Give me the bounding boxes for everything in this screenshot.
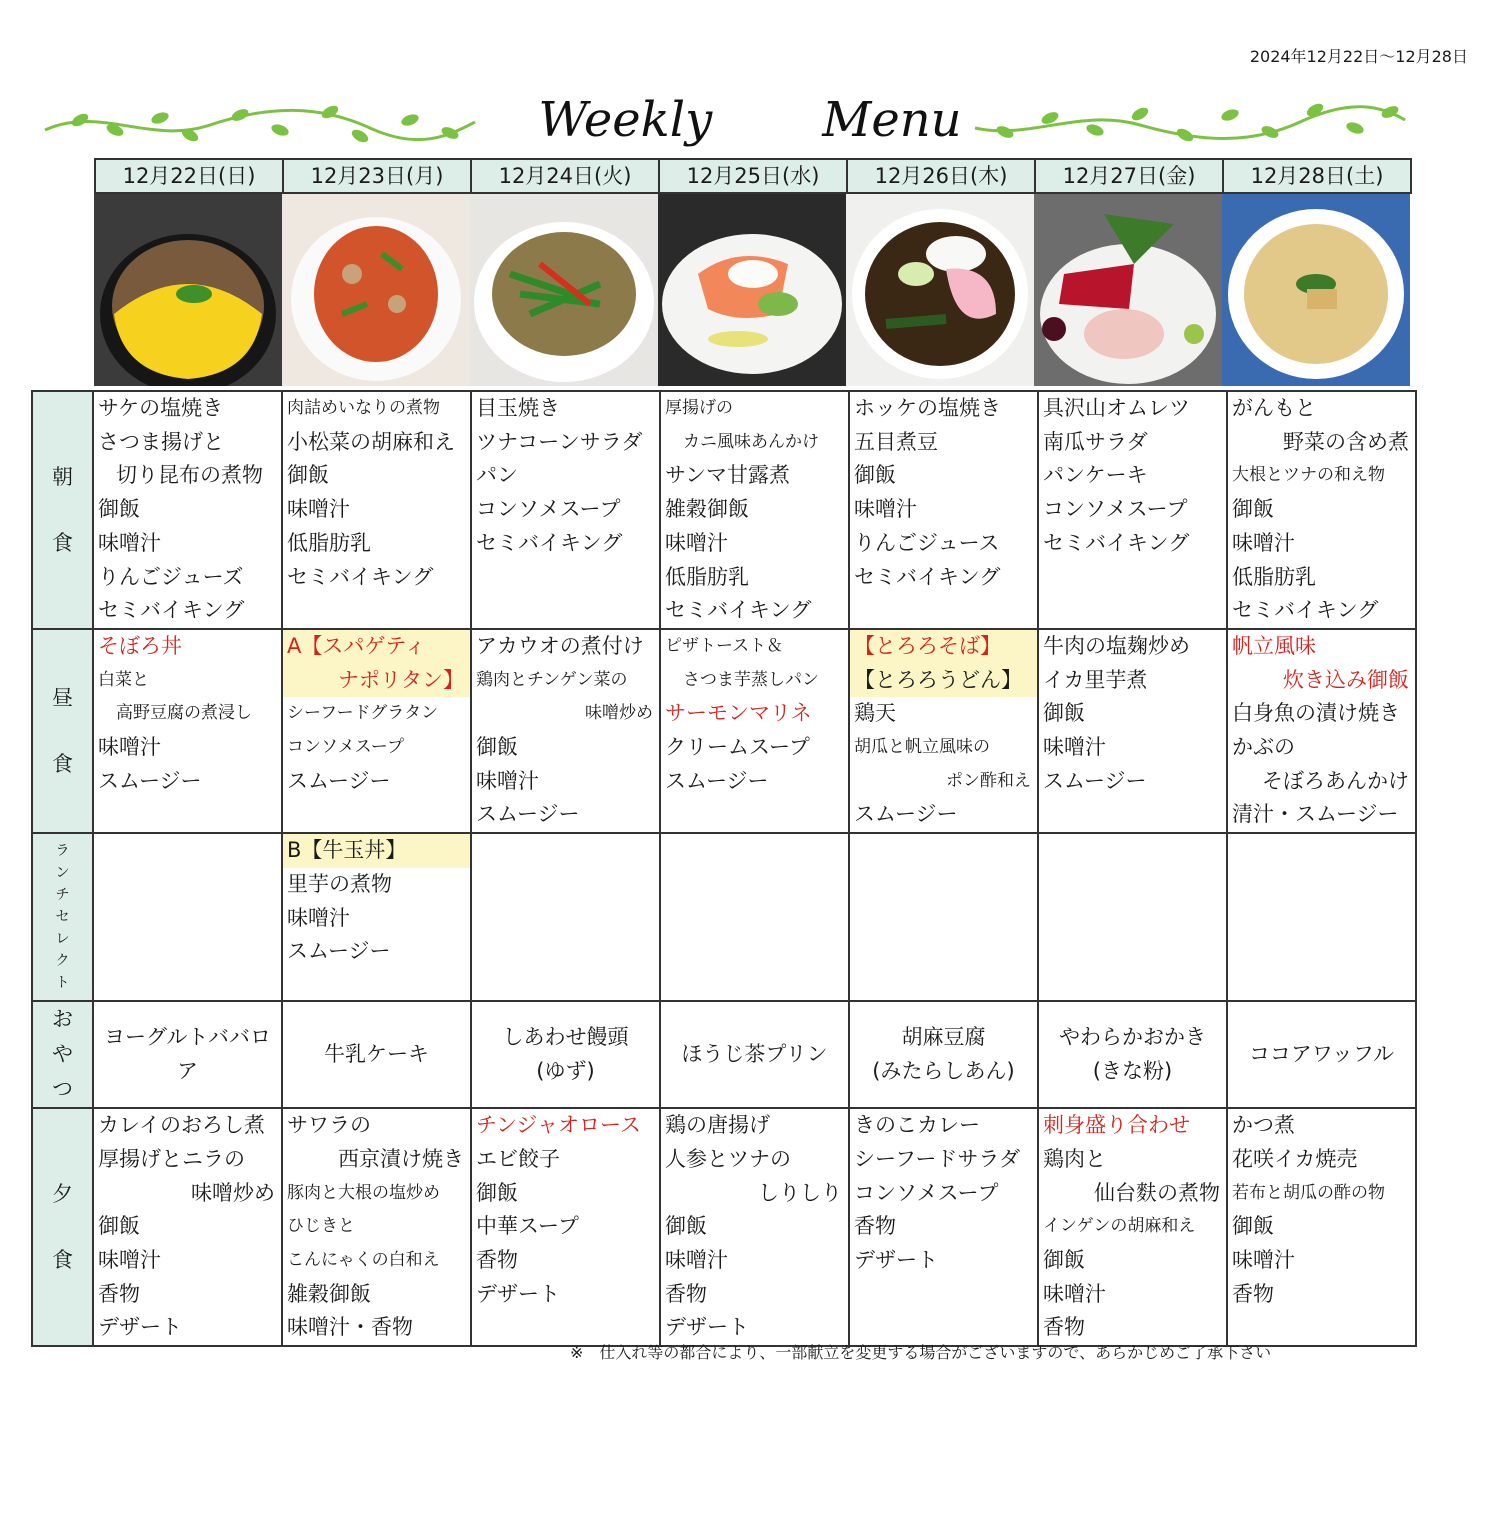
menu-item: デザート	[98, 1315, 182, 1340]
lunch-select-cell	[660, 833, 849, 1001]
food-photo-row	[94, 194, 1410, 386]
menu-item: カレイのおろし煮	[98, 1113, 265, 1138]
snack-cell	[660, 1001, 849, 1108]
day-header: 12月28日(土)	[1222, 158, 1412, 194]
menu-item: さつま揚げと	[98, 429, 224, 454]
menu-item: サーモンマリネ	[665, 701, 812, 726]
snack-cell	[1038, 1001, 1227, 1108]
menu-item: 御飯	[665, 1214, 707, 1239]
menu-item: 味噌汁	[98, 735, 161, 760]
menu-item: セミバイキング	[1232, 598, 1379, 623]
menu-item: スムージー	[287, 768, 391, 793]
breakfast-cell	[849, 391, 1038, 629]
menu-item: こんにゃくの白和え	[287, 1249, 440, 1270]
dinner-row	[32, 1108, 1416, 1346]
lunch-row	[32, 629, 1416, 833]
menu-item: クリームスープ	[665, 735, 810, 760]
menu-item: エビ餃子	[476, 1146, 560, 1171]
food-photo-soboro-don	[94, 194, 282, 386]
menu-item: 高野豆腐の煮浸し	[116, 703, 252, 724]
label-char: 食	[52, 752, 73, 777]
menu-item: 清汁・スムージー	[1232, 802, 1399, 827]
menu-item: 味噌汁	[1043, 1281, 1106, 1306]
menu-item: 鶏の唐揚げ	[665, 1113, 770, 1138]
menu-item: 低脂肪乳	[287, 530, 371, 555]
lunch-select-cell	[1227, 833, 1416, 1001]
menu-item: シーフードサラダ	[854, 1146, 1021, 1171]
menu-item: スムージー	[1043, 768, 1147, 793]
title-word-weekly: Weekly	[538, 92, 713, 148]
menu-item: がんもと	[1232, 396, 1316, 420]
snack-item: (ゆず)	[536, 1058, 595, 1083]
snack-item: ほうじ茶プリン	[681, 1041, 828, 1066]
label-char: レ	[55, 931, 70, 948]
menu-item: 香物	[1232, 1281, 1274, 1306]
menu-item: 雑穀御飯	[665, 497, 749, 522]
menu-item: 【とろろうどん】	[854, 667, 1022, 692]
menu-item: 味噌汁	[476, 768, 539, 793]
menu-item: 野菜の含め煮	[1283, 429, 1409, 454]
menu-item: ツナコーンサラダ	[476, 429, 643, 454]
menu-item: 味噌炒め	[585, 703, 653, 724]
dinner-cell	[471, 1108, 660, 1346]
menu-item: 白菜と	[98, 669, 149, 690]
menu-item: そぼろあんかけ	[1262, 768, 1409, 793]
menu-item: 味噌汁	[98, 530, 161, 555]
dinner-cell	[282, 1108, 471, 1346]
menu-item: 味噌汁	[1232, 530, 1295, 555]
menu-item: 味噌汁	[287, 905, 350, 930]
menu-item: アカウオの煮付け	[476, 633, 644, 658]
menu-item: 里芋の煮物	[287, 871, 392, 896]
lunch-cell	[1038, 629, 1227, 833]
menu-item: さつま芋蒸しパン	[683, 669, 819, 690]
menu-item: コンソメスープ	[287, 737, 404, 758]
row-label-breakfast	[32, 391, 93, 629]
lunch-cell	[849, 629, 1038, 833]
menu-item: 具沢山オムレツ	[1043, 396, 1190, 420]
food-photo-tororo-soba	[846, 194, 1034, 386]
menu-item: コンソメスープ	[1043, 497, 1188, 522]
snack-item: やわらかおかき	[1059, 1024, 1206, 1049]
menu-item: 鶏天	[854, 701, 896, 726]
day-header: 12月26日(木)	[846, 158, 1036, 194]
menu-item: 五目煮豆	[854, 429, 938, 454]
snack-cell	[282, 1001, 471, 1108]
menu-item: 肉詰めいなりの煮物	[287, 398, 440, 418]
menu-item: 鶏肉とチンゲン菜の	[476, 669, 628, 690]
menu-item: 御飯	[1232, 497, 1274, 522]
menu-item: コンソメスープ	[476, 497, 621, 522]
snack-cell	[93, 1001, 282, 1108]
menu-item: 御飯	[1043, 1247, 1085, 1272]
day-header: 12月22日(日)	[94, 158, 284, 194]
menu-item: 炊き込み御飯	[1283, 667, 1409, 692]
breakfast-cell	[1038, 391, 1227, 629]
menu-item: 味噌汁	[854, 497, 917, 522]
menu-item: 味噌汁	[98, 1247, 161, 1272]
menu-item: 南瓜サラダ	[1043, 429, 1148, 454]
dinner-cell	[849, 1108, 1038, 1346]
lunch-cell	[93, 629, 282, 833]
menu-item: 【とろろそば】	[854, 633, 1001, 658]
day-header: 12月27日(金)	[1034, 158, 1224, 194]
menu-item: 御飯	[98, 497, 140, 522]
menu-item: しりしり	[758, 1180, 842, 1205]
snack-item: 牛乳ケーキ	[324, 1041, 429, 1066]
row-label-lunch-select	[32, 833, 93, 1001]
label-char: 食	[52, 1248, 73, 1273]
weekly-menu-table	[31, 390, 1417, 1347]
menu-item: 低脂肪乳	[665, 564, 749, 589]
breakfast-cell	[471, 391, 660, 629]
menu-item: 小松菜の胡麻和え	[287, 429, 455, 454]
menu-item: 刺身盛り合わせ	[1043, 1113, 1190, 1138]
label-char: 昼	[52, 686, 73, 711]
label-char: や	[52, 1042, 73, 1067]
menu-item: スムージー	[665, 768, 769, 793]
menu-item: 胡瓜と帆立風味の	[854, 737, 990, 758]
lunch-cell	[282, 629, 471, 833]
breakfast-cell	[1227, 391, 1416, 629]
menu-item: サワラの	[287, 1113, 371, 1138]
snack-cell	[1227, 1001, 1416, 1108]
day-header: 12月25日(水)	[658, 158, 848, 194]
label-char: ラ	[55, 843, 70, 860]
menu-item: 味噌汁	[665, 1247, 728, 1272]
menu-item: セミバイキング	[476, 530, 623, 555]
label-char: 朝	[52, 464, 73, 489]
menu-item: 大根とツナの和え物	[1232, 465, 1385, 486]
menu-item: ピザトースト＆	[665, 635, 784, 656]
label-char: 夕	[52, 1182, 73, 1207]
dinner-cell	[93, 1108, 282, 1346]
food-photo-salmon-marinade	[658, 194, 846, 386]
menu-item: カニ風味あんかけ	[683, 431, 819, 452]
menu-item: セミバイキング	[665, 598, 812, 623]
row-label-snack	[32, 1001, 93, 1108]
lunch-cell	[660, 629, 849, 833]
breakfast-row	[32, 391, 1416, 629]
menu-item: スムージー	[98, 768, 202, 793]
food-photo-napolitan	[282, 194, 470, 386]
menu-item: かぶの	[1232, 735, 1295, 760]
lunch-select-cell	[93, 833, 282, 1001]
menu-item: ナポリタン】	[338, 667, 464, 692]
disclaimer-note: ※ 仕入れ等の都合により、一部献立を変更する場合がございますので、あらかじめご了承下さい	[570, 1343, 1272, 1362]
menu-item: 御飯	[1232, 1214, 1274, 1239]
menu-item: 御飯	[1043, 701, 1085, 726]
label-char: つ	[52, 1077, 73, 1102]
date-range: 2024年12月22日～12月28日	[1249, 47, 1468, 66]
lunch-special-highlight	[850, 630, 1037, 697]
menu-item: 仙台麩の煮物	[1094, 1180, 1220, 1205]
menu-item: きのこカレー	[854, 1113, 980, 1138]
lunch-select-cell	[1038, 833, 1227, 1001]
menu-item: 牛肉の塩麹炒め	[1043, 633, 1190, 658]
row-label-dinner	[32, 1108, 93, 1346]
lunch-select-cell	[471, 833, 660, 1001]
menu-item: 香物	[665, 1281, 707, 1306]
menu-item: サンマ甘露煮	[665, 463, 790, 488]
food-photo-chinjao	[470, 194, 658, 386]
title-word-menu: Menu	[822, 92, 962, 148]
menu-item: 切り昆布の煮物	[116, 463, 263, 488]
menu-item: そぼろ丼	[98, 633, 182, 658]
menu-item: 雑穀御飯	[287, 1281, 371, 1306]
menu-item: 味噌汁	[665, 530, 728, 555]
menu-item: 味噌汁	[1043, 735, 1106, 760]
menu-item: 味噌汁	[287, 497, 350, 522]
menu-item: シーフードグラタン	[287, 703, 439, 724]
breakfast-cell	[282, 391, 471, 629]
menu-item: 西京漬け焼き	[338, 1146, 464, 1171]
menu-item: セミバイキング	[854, 564, 1001, 589]
menu-item: セミバイキング	[287, 564, 434, 589]
row-label-lunch	[32, 629, 93, 833]
lunch-select-cell	[282, 833, 471, 1001]
menu-item: デザート	[476, 1281, 560, 1306]
lunch-select-cell	[849, 833, 1038, 1001]
menu-item: ポン酢和え	[946, 770, 1031, 791]
day-header: 12月23日(月)	[282, 158, 472, 194]
snack-item: ヨーグルトババロア	[104, 1024, 271, 1083]
menu-item: 味噌汁・香物	[287, 1315, 413, 1340]
snack-item: (きな粉)	[1092, 1058, 1173, 1083]
menu-item: ホッケの塩焼き	[854, 396, 1001, 420]
menu-item: 帆立風味	[1232, 633, 1316, 658]
menu-item: かつ煮	[1232, 1113, 1295, 1138]
menu-item: 御飯	[476, 1180, 518, 1205]
label-char: お	[52, 1007, 73, 1032]
day-header: 12月24日(火)	[470, 158, 660, 194]
snack-cell	[471, 1001, 660, 1108]
label-char: セ	[55, 909, 70, 926]
menu-item: 低脂肪乳	[1232, 564, 1316, 589]
menu-item: 味噌炒め	[191, 1180, 275, 1205]
day-header-row	[94, 158, 1412, 194]
vine-decoration-right	[970, 100, 1410, 150]
menu-item: 厚揚げとニラの	[98, 1146, 245, 1171]
dinner-cell	[1227, 1108, 1416, 1346]
snack-item: (みたらしあん)	[872, 1058, 1015, 1083]
menu-item: 白身魚の漬け焼き	[1232, 701, 1400, 726]
menu-item: 花咲イカ焼売	[1232, 1146, 1358, 1171]
menu-item: 若布と胡瓜の酢の物	[1232, 1182, 1385, 1203]
menu-item: コンソメスープ	[854, 1180, 999, 1205]
menu-item: 御飯	[476, 735, 518, 760]
snack-item: しあわせ饅頭	[502, 1024, 629, 1049]
lunch-cell	[471, 629, 660, 833]
menu-item: スムージー	[476, 802, 580, 827]
menu-item: セミバイキング	[98, 598, 245, 623]
lunch-option-a	[283, 630, 470, 697]
menu-item: デザート	[854, 1247, 938, 1272]
label-char: 食	[52, 530, 73, 555]
menu-item: 香物	[854, 1214, 896, 1239]
menu-item: デザート	[665, 1315, 749, 1340]
menu-item: B【牛玉丼】	[287, 838, 407, 863]
lunch-select-row	[32, 833, 1416, 1001]
menu-item: パン	[476, 463, 518, 488]
menu-item: 豚肉と大根の塩炒め	[287, 1182, 440, 1203]
menu-item: スムージー	[287, 939, 391, 964]
menu-item: 厚揚げの	[665, 398, 733, 418]
menu-item: りんごジュース	[854, 530, 1000, 555]
food-photo-takikomi-gohan	[1222, 194, 1410, 386]
dinner-cell	[1038, 1108, 1227, 1346]
menu-item: 味噌汁	[1232, 1247, 1295, 1272]
snack-item: ココアワッフル	[1248, 1041, 1395, 1066]
menu-item: 鶏肉と	[1043, 1146, 1106, 1171]
breakfast-cell	[660, 391, 849, 629]
menu-item: パンケーキ	[1043, 463, 1148, 488]
snack-item: 胡麻豆腐	[901, 1024, 986, 1049]
title-banner	[0, 92, 1500, 162]
label-char: ン	[55, 865, 70, 882]
menu-item: 香物	[98, 1281, 140, 1306]
menu-item: チンジャオロース	[476, 1113, 641, 1138]
menu-item: 御飯	[854, 463, 896, 488]
menu-item: スムージー	[854, 802, 958, 827]
lunch-option-b	[283, 834, 470, 868]
menu-item: A【スパゲティ	[287, 633, 426, 658]
snack-cell	[849, 1001, 1038, 1108]
menu-item: サケの塩焼き	[98, 396, 224, 420]
label-char: チ	[55, 887, 70, 904]
lunch-cell	[1227, 629, 1416, 833]
label-char: ト	[55, 975, 70, 992]
dinner-cell	[660, 1108, 849, 1346]
menu-item: セミバイキング	[1043, 530, 1190, 555]
menu-item: 御飯	[287, 463, 329, 488]
food-photo-sashimi	[1034, 194, 1222, 386]
menu-item: イカ里芋煮	[1043, 667, 1148, 692]
menu-item: 目玉焼き	[476, 396, 560, 420]
menu-item: りんごジューズ	[98, 564, 244, 589]
menu-item: 人参とツナの	[665, 1146, 791, 1171]
breakfast-cell	[93, 391, 282, 629]
menu-item: 香物	[1043, 1315, 1085, 1340]
menu-item: 中華スープ	[476, 1214, 579, 1239]
menu-item: 御飯	[98, 1214, 140, 1239]
snack-row	[32, 1001, 1416, 1108]
label-char: ク	[55, 953, 70, 970]
menu-item: インゲンの胡麻和え	[1043, 1216, 1196, 1237]
menu-item: ひじきと	[287, 1216, 355, 1237]
menu-item: 香物	[476, 1247, 518, 1272]
